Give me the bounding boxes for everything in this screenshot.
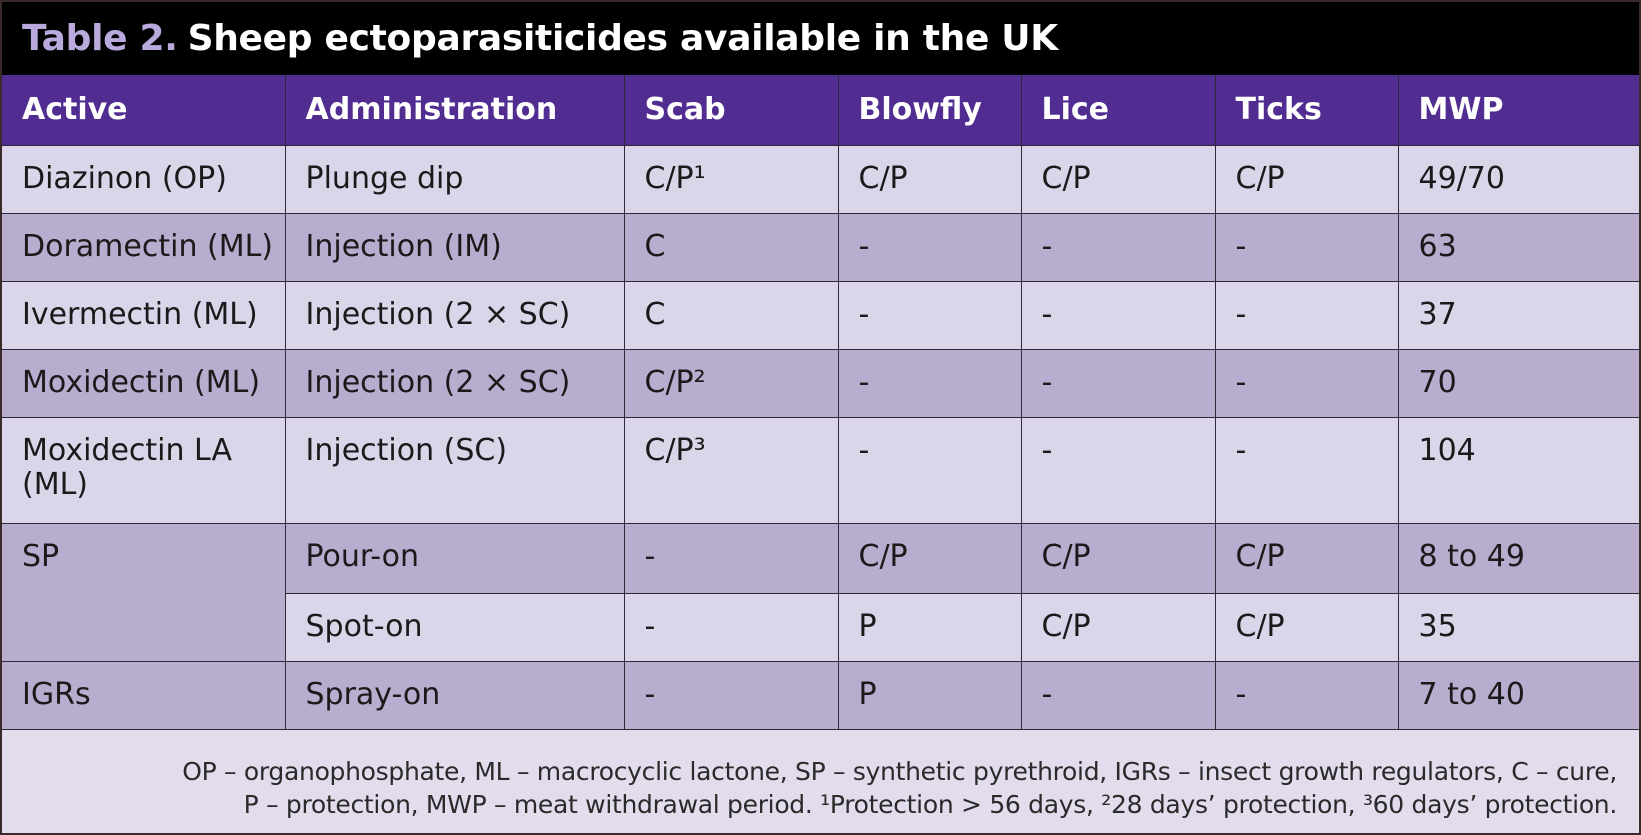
cell-lice: - [1021,417,1215,523]
cell-blowfly: - [838,213,1021,281]
column-header-administration: Administration [285,75,624,145]
cell-mwp: 8 to 49 [1398,523,1639,593]
cell-administration: Spray-on [285,661,624,729]
cell-administration: Injection (2 × SC) [285,349,624,417]
cell-scab: - [624,593,838,661]
cell-mwp: 70 [1398,349,1639,417]
column-header-scab: Scab [624,75,838,145]
cell-lice: C/P [1021,523,1215,593]
column-header-active: Active [2,75,285,145]
cell-mwp: 37 [1398,281,1639,349]
table-row [2,281,1639,349]
column-header-blowfly: Blowfly [838,75,1021,145]
ectoparasiticides-table [2,75,1639,730]
table-title-bar [2,2,1639,75]
cell-scab: - [624,523,838,593]
cell-active: Doramectin (ML) [2,213,285,281]
column-header-ticks: Ticks [1215,75,1398,145]
table-row [2,145,1639,213]
cell-scab: C [624,281,838,349]
cell-ticks: - [1215,417,1398,523]
cell-ticks: - [1215,349,1398,417]
cell-ticks: - [1215,213,1398,281]
cell-active: IGRs [2,661,285,729]
cell-administration: Injection (SC) [285,417,624,523]
table-footnote [2,737,1639,833]
cell-mwp: 63 [1398,213,1639,281]
column-header-mwp: MWP [1398,75,1639,145]
cell-active: Diazinon (OP) [2,145,285,213]
table-row [2,417,1639,523]
cell-mwp: 35 [1398,593,1639,661]
cell-scab: C/P³ [624,417,838,523]
cell-ticks: - [1215,661,1398,729]
column-header-lice: Lice [1021,75,1215,145]
cell-administration: Spot-on [285,593,624,661]
cell-ticks: C/P [1215,523,1398,593]
cell-lice: - [1021,281,1215,349]
cell-active: Ivermectin (ML) [2,281,285,349]
header-row [2,75,1639,145]
cell-administration: Pour-on [285,523,624,593]
cell-ticks: C/P [1215,593,1398,661]
table-title: Sheep ectoparasiticides available in the UK [187,18,1058,59]
cell-scab: C [624,213,838,281]
cell-active: Moxidectin LA (ML) [2,417,285,523]
cell-active: Moxidectin (ML) [2,349,285,417]
footnote-line-2: P – protection, MWP – meat withdrawal period. ¹Protection > 56 days, ²28 days’ protection, ³60 days’ protection. [243,790,1617,819]
cell-blowfly: - [838,349,1021,417]
cell-lice: C/P [1021,593,1215,661]
table-row [2,213,1639,281]
cell-administration: Injection (IM) [285,213,624,281]
cell-mwp: 7 to 40 [1398,661,1639,729]
cell-ticks: C/P [1215,145,1398,213]
table-row [2,661,1639,729]
cell-lice: - [1021,349,1215,417]
cell-lice: - [1021,213,1215,281]
cell-active: SP [2,523,285,661]
cell-mwp: 104 [1398,417,1639,523]
table-number: Table 2. [22,18,178,59]
cell-blowfly: C/P [838,145,1021,213]
cell-ticks: - [1215,281,1398,349]
table-row [2,349,1639,417]
cell-lice: C/P [1021,145,1215,213]
cell-blowfly: - [838,417,1021,523]
cell-lice: - [1021,661,1215,729]
cell-administration: Injection (2 × SC) [285,281,624,349]
cell-blowfly: P [838,661,1021,729]
cell-scab: C/P¹ [624,145,838,213]
cell-blowfly: P [838,593,1021,661]
cell-blowfly: - [838,281,1021,349]
cell-blowfly: C/P [838,523,1021,593]
footnote-line-1: OP – organophosphate, ML – macrocyclic lactone, SP – synthetic pyrethroid, IGRs – insect growth regulators, C – cure, [182,757,1617,786]
cell-scab: - [624,661,838,729]
cell-administration: Plunge dip [285,145,624,213]
table-row [2,523,1639,593]
cell-scab: C/P² [624,349,838,417]
cell-mwp: 49/70 [1398,145,1639,213]
